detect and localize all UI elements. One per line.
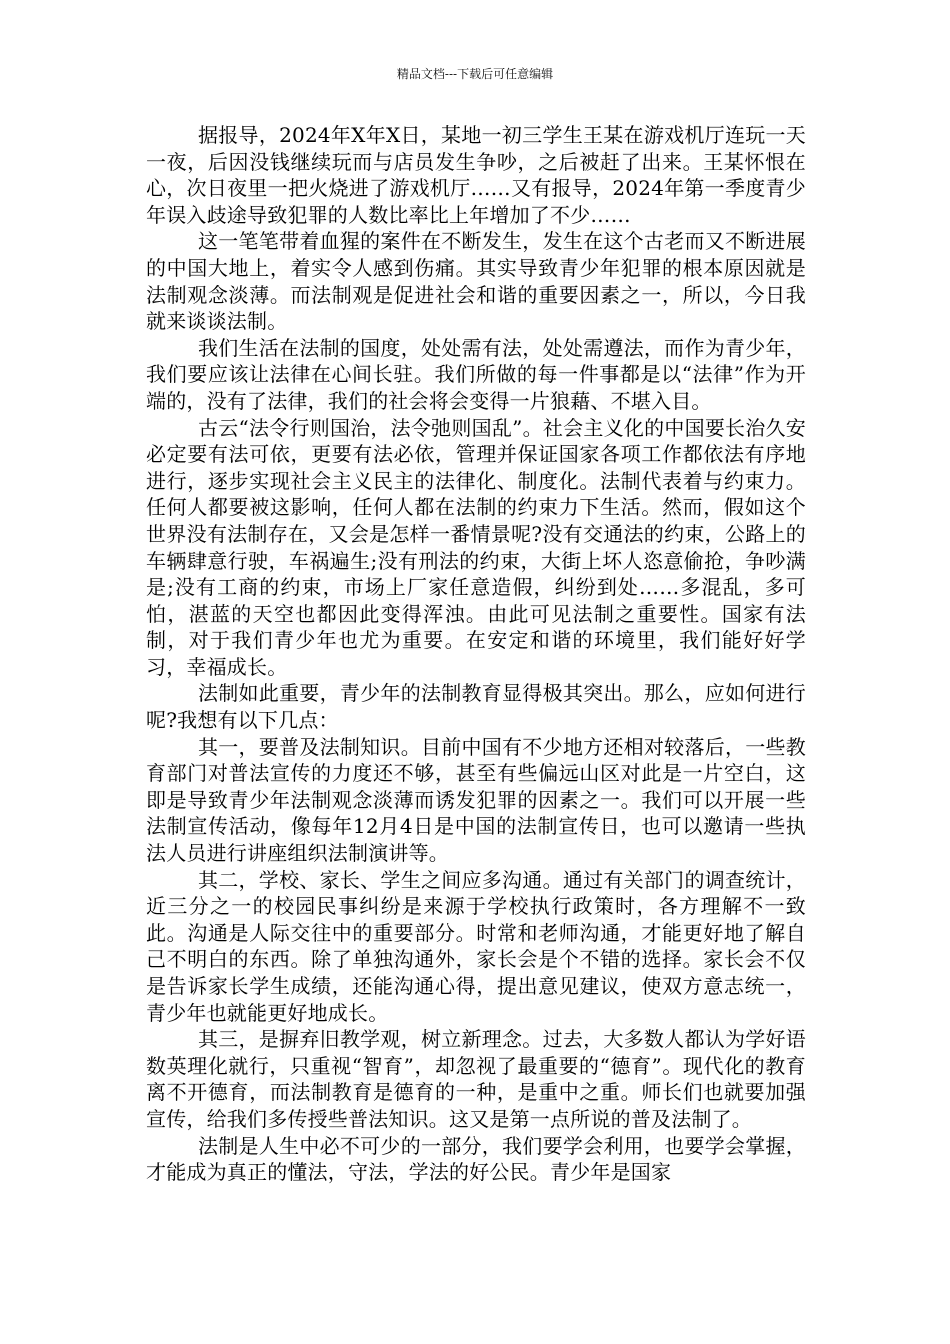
paragraph-1: 据报导，2024年X年X日，某地一初三学生王某在游戏机厅连玩一天一夜，后因没钱继续玩而与店员发生争吵，之后被赶了出来。王某怀恨在心，次日夜里一把火烧进了游戏机厅……又有报导，2024年第一季度青少年误入歧途导致犯罪的人数比率比上年增加了不少…… [146,123,806,227]
page-header: 精品文档---下载后可任意编辑 [396,67,554,81]
paragraph-2: 这一笔笔带着血猩的案件在不断发生，发生在这个古老而又不断进展的中国大地上，着实令人感到伤痛。其实导致青少年犯罪的根本原因就是法制观念淡薄。而法制观是促进社会和谐的重要因素之一，所以，今日我就来谈谈法制。 [146,229,806,334]
paragraph-5: 法制如此重要，青少年的法制教育显得极其突出。那么，应如何进行呢?我想有以下几点： [146,681,806,733]
paragraph-7: 其二，学校、家长、学生之间应多沟通。通过有关部门的调查统计，近三分之一的校园民事纠纷是来源于学校执行政策时，各方理解不一致此。沟通是人际交往中的重要部分。时常和老师沟通，才能更好地了解自己不明白的东西。除了单独沟通外，家长会是个不错的选择。家长会不仅是告诉家长学生成绩，还能沟通心得，提出意见建议，使双方意志统一，青少年也就能更好地成长。 [146,867,806,1025]
paragraph-8: 其三，是摒弃旧教学观，树立新理念。过去，大多数人都认为学好语数英理化就行，只重视“智育”，却忽视了最重要的“德育”。现代化的教育离不开德育，而法制教育是德育的一种，是重中之重。师长们也就要加强宣传，给我们多传授些普法知识。这又是第一点所说的普及法制了。 [146,1027,806,1131]
paragraph-6: 其一，要普及法制知识。目前中国有不少地方还相对较落后，一些教育部门对普法宣传的力度还不够，甚至有些偏远山区对此是一片空白，这即是导致青少年法制观念淡薄而诱发犯罪的因素之一。我们可以开展一些法制宣传活动，像每年12月4日是中国的法制宣传日，也可以邀请一些执法人员进行讲座组织法制演讲等。 [146,734,806,866]
paragraph-4: 古云“法令行则国治，法令弛则国乱”。社会主义化的中国要长治久安必定要有法可依，更要有法必依，管理并保证国家各项工作都依法有序地进行，逐步实现社会主义民主的法律化、制度化。法制代表着与约束力。任何人都要被这影响，任何人都在法制的约束力下生活。然而，假如这个世界没有法制存在，又会是怎样一番情景呢?没有交通法的约束，公路上的车辆肆意行驶，车祸遍生;没有刑法的约束，大街上坏人恣意偷抢，争吵满是;没有工商的约束，市场上厂家任意造假，纠纷到处……多混乱，多可怕，湛蓝的天空也都因此变得浑浊。由此可见法制之重要性。国家有法制，对于我们青少年也尤为重要。在安定和谐的环境里，我们能好好学习，幸福成长。 [146,415,806,679]
paragraph-3: 我们生活在法制的国度，处处需有法，处处需遵法，而作为青少年，我们要应该让法律在心间长驻。我们所做的每一件事都是以“法律”作为开端的，没有了法律，我们的社会将会变得一片狼藉、不堪入目。 [146,335,806,413]
document-body [146,122,806,1186]
paragraph-9: 法制是人生中必不可少的一部分，我们要学会利用，也要学会掌握，才能成为真正的懂法，守法，学法的好公民。青少年是国家 [146,1133,806,1185]
